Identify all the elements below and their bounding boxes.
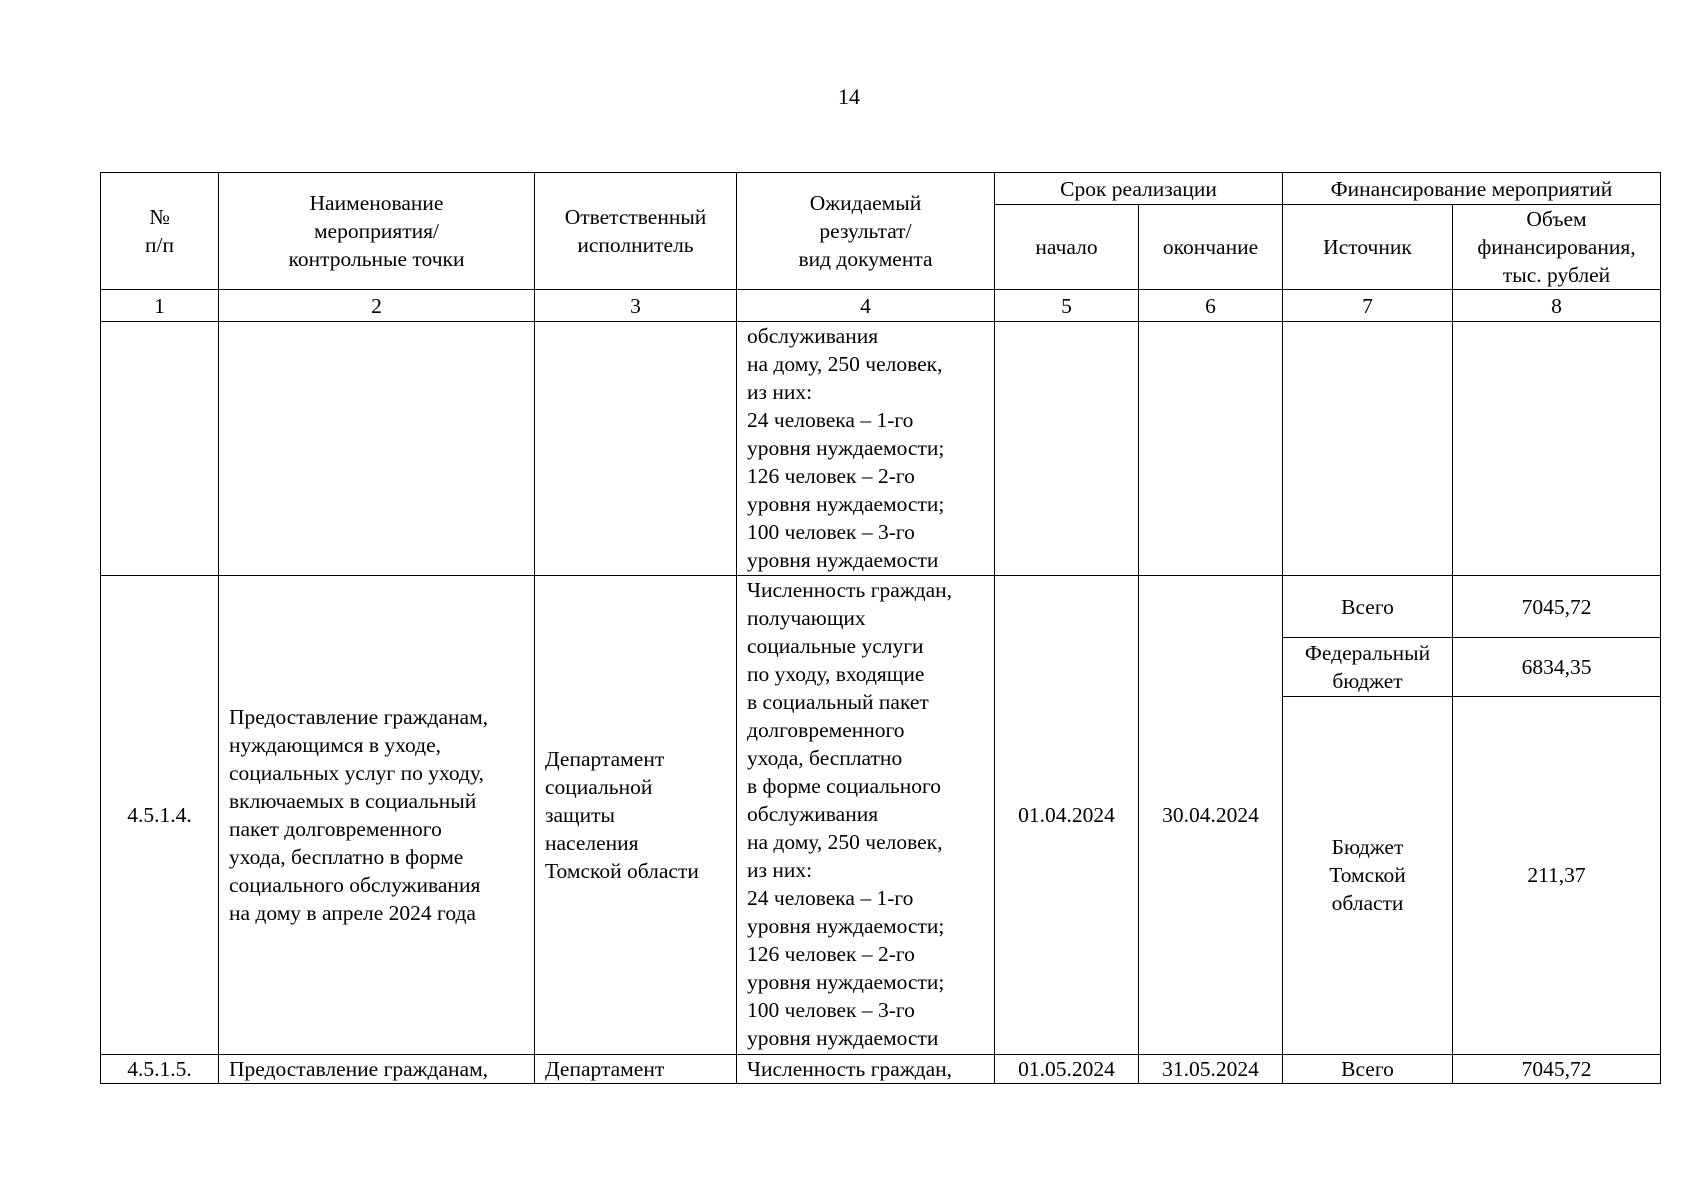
table-row-continuation xyxy=(101,322,1661,576)
cell-row-number: 4.5.1.4. xyxy=(101,576,219,1055)
page-number: 14 xyxy=(838,84,860,109)
cell-expected-result: Численность граждан, получающих социальные услуги по уходу, входящие в социальный пакет долговременного ухода, бесплатно в форме социального обслуживания на дому, 250 человек, из них: 24 человека – 1-го уровня нуждаемости; 126 человек – 2-го уровня нуждаемости; 100 человек – 3-го уровня нуждаемости xyxy=(737,576,995,1055)
header-activity-name: Наименование мероприятия/ контрольные точки xyxy=(219,173,535,290)
header-finance-amount: Объем финансирования, тыс. рублей xyxy=(1453,205,1661,290)
cell-start-date: 01.05.2024 xyxy=(995,1054,1139,1083)
cell-finance-amount: 7045,72 xyxy=(1453,1054,1661,1083)
table-row-4-5-1-4 xyxy=(101,576,1661,638)
header-expected-result: Ожидаемый результат/ вид документа xyxy=(737,173,995,290)
header-finance-group: Финансирование мероприятий xyxy=(1283,173,1661,205)
column-number: 3 xyxy=(535,290,737,322)
cell-finance-source: Всего xyxy=(1283,576,1453,638)
header-term-start: начало xyxy=(995,205,1139,290)
header-executor: Ответственный исполнитель xyxy=(535,173,737,290)
column-number: 5 xyxy=(995,290,1139,322)
column-number-row xyxy=(101,290,1661,322)
cell-finance-source: Всего xyxy=(1283,1054,1453,1083)
column-number: 8 xyxy=(1453,290,1661,322)
cell-empty xyxy=(1283,322,1453,576)
cell-empty xyxy=(219,322,535,576)
cell-activity-name: Предоставление гражданам, xyxy=(219,1054,535,1083)
cell-end-date: 31.05.2024 xyxy=(1139,1054,1283,1083)
cell-finance-amount: 6834,35 xyxy=(1453,638,1661,696)
cell-start-date: 01.04.2024 xyxy=(995,576,1139,1055)
cell-finance-source: Федеральный бюджет xyxy=(1283,638,1453,696)
cell-empty xyxy=(101,322,219,576)
cell-finance-amount: 7045,72 xyxy=(1453,576,1661,638)
cell-expected-result: Численность граждан, xyxy=(737,1054,995,1083)
cell-executor: Департамент xyxy=(535,1054,737,1083)
column-number: 4 xyxy=(737,290,995,322)
header-finance-source: Источник xyxy=(1283,205,1453,290)
cell-expected-result: обслуживания на дому, 250 человек, из них: 24 человека – 1-го уровня нуждаемости; 126 человек – 2-го уровня нуждаемости; 100 человек – 3-го уровня нуждаемости xyxy=(737,322,995,576)
cell-finance-source: Бюджет Томской области xyxy=(1283,696,1453,1054)
column-number: 7 xyxy=(1283,290,1453,322)
cell-empty xyxy=(1139,322,1283,576)
header-term-group: Срок реализации xyxy=(995,173,1283,205)
cell-executor: Департамент социальной защиты населения Томской области xyxy=(535,576,737,1055)
header-number: № п/п xyxy=(101,173,219,290)
cell-empty xyxy=(535,322,737,576)
column-number: 1 xyxy=(101,290,219,322)
cell-empty xyxy=(1453,322,1661,576)
cell-end-date: 30.04.2024 xyxy=(1139,576,1283,1055)
table-row-4-5-1-5 xyxy=(101,1054,1661,1083)
cell-row-number: 4.5.1.5. xyxy=(101,1054,219,1083)
cell-finance-amount: 211,37 xyxy=(1453,696,1661,1054)
column-number: 6 xyxy=(1139,290,1283,322)
action-plan-table xyxy=(100,172,1661,1084)
column-number: 2 xyxy=(219,290,535,322)
cell-activity-name: Предоставление гражданам, нуждающимся в уходе, социальных услуг по уходу, включаемых в социальный пакет долговременного ухода, бесплатно в форме социального обслуживания на дому в апреле 2024 года xyxy=(219,576,535,1055)
header-term-end: окончание xyxy=(1139,205,1283,290)
cell-empty xyxy=(995,322,1139,576)
